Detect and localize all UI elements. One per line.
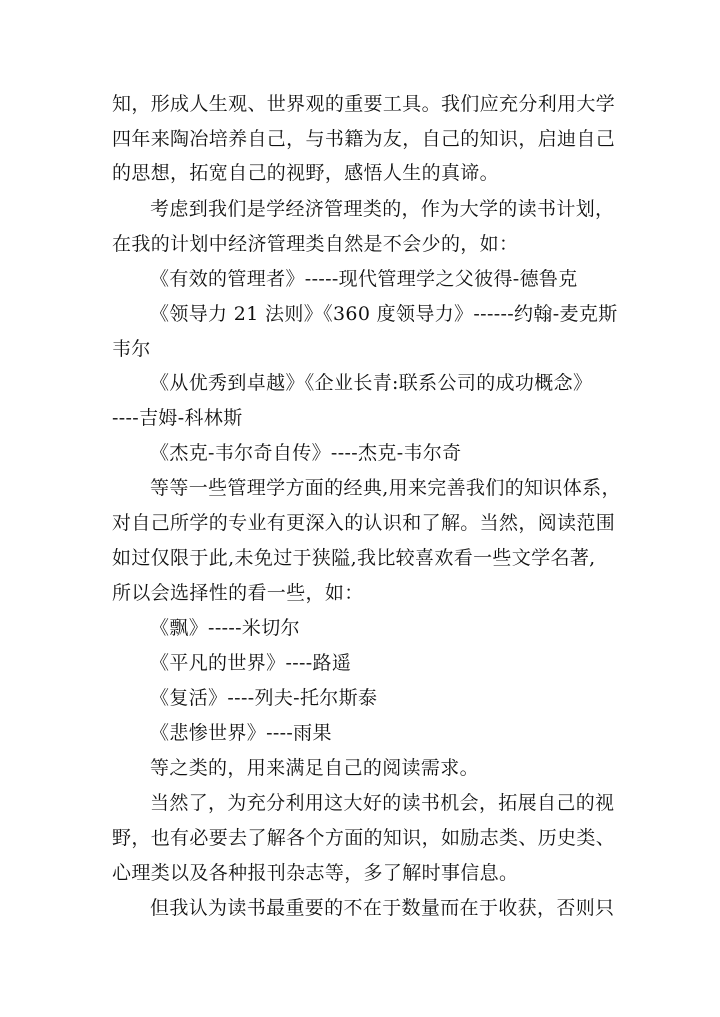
book-entry: 《复活》----列夫-托尔斯泰 (150, 687, 378, 709)
text-line: 野，也有必要去了解各个方面的知识，如励志类、历史类、 (112, 827, 616, 849)
text-line: 考虑到我们是学经济管理类的，作为大学的读书计划， (150, 198, 615, 220)
book-entry: 《领导力 21 法则》《360 度领导力》------约翰-麦克斯 (150, 303, 618, 325)
book-entry: 《飘》-----米切尔 (150, 617, 300, 639)
text-line: 所以会选择性的看一些，如： (112, 582, 364, 604)
text-line: 等等一些管理学方面的经典,用来完善我们的知识体系， (150, 477, 621, 499)
text-line: 如过仅限于此,未免过于狭隘,我比较喜欢看一些文学名著, (112, 547, 596, 569)
text-line: 等之类的，用来满足自己的阅读需求。 (150, 757, 479, 779)
text-line: 的思想，拓宽自己的视野，感悟人生的真谛。 (112, 162, 500, 184)
book-entry: 《悲惨世界》----雨果 (150, 722, 332, 744)
text-line: 当然了，为充分利用这大好的读书机会，拓展自己的视 (150, 792, 615, 814)
book-entry: 《有效的管理者》-----现代管理学之父彼得-德鲁克 (150, 268, 578, 290)
text-line: 但我认为读书最重要的不在于数量而在于收获，否则只 (150, 897, 615, 919)
text-line: 韦尔 (112, 338, 151, 360)
text-line: 在我的计划中经济管理类自然是不会少的，如： (112, 233, 519, 255)
text-line: 知，形成人生观、世界观的重要工具。我们应充分利用大学 (112, 93, 616, 115)
book-entry: 《平凡的世界》----路遥 (150, 652, 352, 674)
text-line: 对自己所学的专业有更深入的认识和了解。当然，阅读范围 (112, 512, 616, 534)
book-entry: 《从优秀到卓越》《企业长青:联系公司的成功概念》 (150, 372, 593, 394)
text-line: ----吉姆-科林斯 (112, 407, 243, 429)
book-entry: 《杰克-韦尔奇自传》----杰克-韦尔奇 (150, 442, 462, 464)
text-line: 心理类以及各种报刊杂志等，多了解时事信息。 (112, 862, 519, 884)
text-line: 四年来陶冶培养自己，与书籍为友，自己的知识，启迪自己 (112, 128, 616, 150)
